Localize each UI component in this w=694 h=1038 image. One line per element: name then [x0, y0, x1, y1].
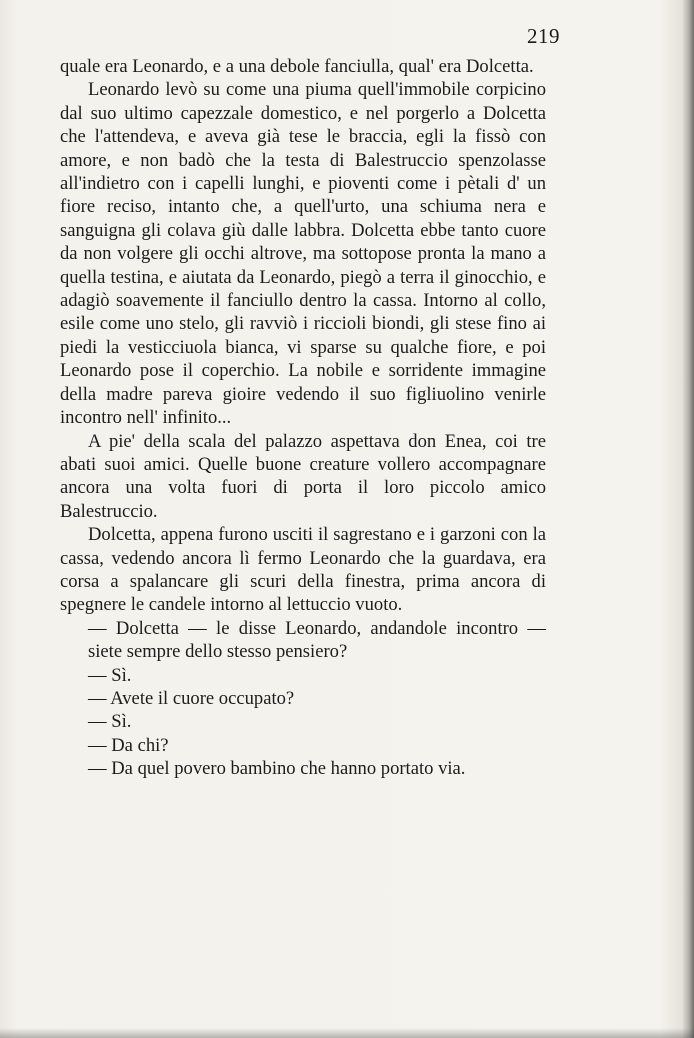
paragraph: A pie' della scala del palazzo aspettava don Enea, coi tre abati suoi amici. Quelle buone creature vollero accompagnare ancora una volta fuori di porta il loro piccolo amico Balestruccio.: [60, 430, 546, 522]
dialogue-line: — Avete il cuore occupato?: [88, 687, 295, 709]
dialogue-line: — Dolcetta — le disse Leonardo, andandole incontro — siete sempre dello stesso pensiero?: [88, 617, 546, 663]
body-text: [60, 55, 546, 781]
paragraph: Leonardo levò su come una piuma quell'immobile corpicino dal suo ultimo capezzale domestico, e nel porgerlo a Dolcetta che l'attendeva, e aveva già tese le braccia, egli la fissò con amore, e non badò che la testa di Balestruccio spenzolasse all'indietro con i capelli lunghi, e pioventi come i pètali d' un fiore reciso, intanto che, a quell'urto, una schiuma nera e sanguigna gli colava giù dalle labbra. Dolcetta ebbe tanto cuore da non volgere gli occhi altrove, ma sottopose pronta la mano a quella testina, e aiutata da Leonardo, piegò a terra il ginocchio, e adagiò soavemente il fanciullo dentro la cassa. Intorno al collo, esile come uno stelo, gli ravviò i riccioli biondi, gli stese fino ai piedi la vesticciuola bianca, vi sparse su qualche fiore, e poi Leonardo pose il coperchio. La nobile e sorridente immagine della madre pareva gioire vedendo il suo figliuolino venirle incontro nell' infinito...: [60, 79, 546, 429]
dialogue-line: — Sì.: [88, 711, 132, 733]
page-bottom-shadow: [0, 1028, 694, 1038]
page-edge-shadow: [682, 0, 694, 1038]
dialogue-line: — Da quel povero bambino che hanno portato via.: [88, 758, 466, 780]
paragraph-continuation: quale era Leonardo, e a una debole fanciulla, qual' era Dolcetta.: [60, 56, 534, 77]
dialogue-line: — Sì.: [88, 664, 132, 686]
paragraph: Dolcetta, appena furono usciti il sagrestano e i garzoni con la cassa, vedendo ancora lì fermo Leonardo che la guardava, era corsa a spalancare gli scuri della finestra, prima ancora di spegnere le candele intorno al lettuccio vuoto.: [60, 524, 546, 616]
page-number: 219: [527, 24, 560, 48]
dialogue-line: — Da chi?: [88, 734, 169, 756]
